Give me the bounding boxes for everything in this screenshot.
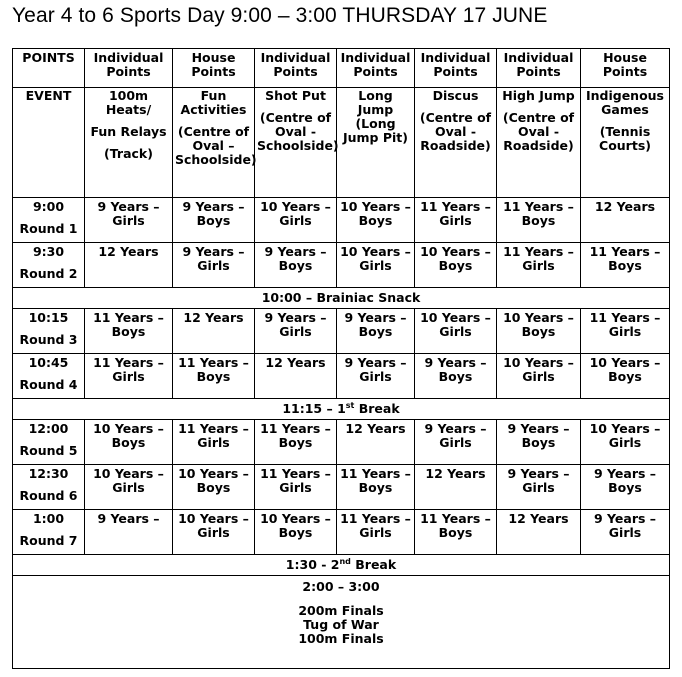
group-label: 10 Years – Boys (420, 244, 491, 273)
round-row (13, 354, 670, 399)
round-time-cell (13, 198, 85, 243)
sports-day-schedule-table (12, 48, 670, 669)
event-line: (Track) (104, 146, 153, 161)
group-cell (337, 510, 415, 555)
group-cell (497, 354, 581, 399)
first-break-time: 11:15 – 1 (282, 401, 346, 416)
finals-item: 100m Finals (298, 631, 384, 646)
group-label: 11 Years – Boys (260, 421, 331, 450)
group-cell (581, 510, 670, 555)
group-label: 10 Years – Girls (420, 310, 491, 339)
group-cell (415, 243, 497, 288)
group-label: 10 Years – Girls (503, 355, 574, 384)
second-break-ordinal: nd (339, 556, 351, 566)
group-label: 11 Years – Boys (503, 199, 574, 228)
group-cell (581, 420, 670, 465)
group-label: 11 Years – Boys (93, 310, 164, 339)
round-label: Round 1 (19, 221, 78, 236)
group-cell (337, 354, 415, 399)
group-cell (85, 354, 173, 399)
group-label: 10 Years – Girls (589, 421, 661, 450)
points-cell (581, 49, 670, 88)
group-label: 10 Years – Boys (589, 355, 661, 384)
group-label: 9 Years – Boys (264, 244, 327, 273)
points-cell (173, 49, 255, 88)
round-time-cell (13, 309, 85, 354)
second-break-row-cell (13, 555, 670, 576)
finals-cell (13, 576, 670, 669)
group-cell (415, 420, 497, 465)
group-label: 11 Years – Girls (260, 466, 331, 495)
group-cell (173, 510, 255, 555)
group-cell (337, 243, 415, 288)
group-cell (415, 510, 497, 555)
group-label: 12 Years (508, 511, 569, 526)
group-cell (255, 510, 337, 555)
first-break-label: Break (354, 401, 400, 416)
group-cell (173, 420, 255, 465)
round-label: Round 7 (19, 533, 78, 548)
event-line: (Tennis Courts) (599, 124, 651, 153)
event-line: (Centre of Oval - Roadside) (502, 110, 575, 153)
group-label: 10 Years – Boys (260, 511, 331, 540)
points-label: POINTS (22, 50, 75, 65)
second-break-label: Break (350, 557, 397, 572)
round-time-cell (13, 243, 85, 288)
group-label: 9 Years – Girls (593, 511, 657, 540)
group-label: 11 Years – Girls (178, 421, 249, 450)
round-time: 9:00 (32, 199, 65, 214)
points-type: Individual Points (340, 50, 411, 79)
event-cell (173, 88, 255, 198)
first-break-ordinal: st (345, 400, 355, 410)
group-cell (85, 420, 173, 465)
group-label: 12 Years (98, 244, 159, 259)
snack-break-label: 10:00 – Brainiac Snack (261, 290, 421, 305)
group-cell (581, 465, 670, 510)
group-label: 10 Years – Boys (93, 421, 164, 450)
event-line: (Centre of Oval - Schoolside) (257, 110, 339, 153)
group-cell (581, 243, 670, 288)
group-cell (415, 198, 497, 243)
group-cell (497, 198, 581, 243)
page-title: Year 4 to 6 Sports Day 9:00 – 3:00 THURSDAY 17 JUNE (12, 4, 548, 27)
group-cell (85, 309, 173, 354)
group-label: 10 Years – Boys (340, 199, 411, 228)
group-label: 12 Years (594, 199, 656, 214)
points-type: Individual Points (420, 50, 491, 79)
group-cell (255, 309, 337, 354)
group-label: 11 Years – Girls (589, 310, 661, 339)
group-label: 9 Years – Boys (182, 199, 245, 228)
group-cell (337, 309, 415, 354)
round-label: Round 5 (19, 443, 78, 458)
second-break-row (13, 555, 670, 576)
group-cell (415, 309, 497, 354)
points-cell (85, 49, 173, 88)
group-label: 12 Years (425, 466, 486, 481)
round-time: 9:30 (32, 244, 65, 259)
points-type: House Points (191, 50, 236, 79)
events-row (13, 88, 670, 198)
group-label: 9 Years – Girls (507, 466, 570, 495)
group-cell (173, 243, 255, 288)
points-type: Individual Points (260, 50, 331, 79)
group-cell (497, 420, 581, 465)
group-cell (255, 465, 337, 510)
round-row (13, 243, 670, 288)
round-time-cell (13, 510, 85, 555)
group-cell (337, 420, 415, 465)
finals-row (13, 576, 670, 669)
round-time: 1:00 (32, 511, 65, 526)
group-cell (173, 309, 255, 354)
first-break-row-cell (13, 399, 670, 420)
event-line: High Jump (502, 88, 575, 103)
round-row (13, 510, 670, 555)
group-label: 11 Years – Boys (340, 466, 411, 495)
event-line: Fun Relays (90, 124, 167, 139)
event-line: Shot Put (265, 88, 326, 103)
event-line: Long Jump (357, 88, 394, 117)
round-time: 12:30 (28, 466, 69, 481)
event-line: (Centre of Oval - Roadside) (419, 110, 492, 153)
event-cell (497, 88, 581, 198)
points-type: House Points (602, 50, 648, 79)
group-label: 11 Years – Girls (503, 244, 574, 273)
group-label: 11 Years – Boys (178, 355, 249, 384)
group-cell (497, 510, 581, 555)
group-label: 9 Years – Girls (424, 421, 487, 450)
group-cell (337, 198, 415, 243)
group-label: 9 Years – Boys (344, 310, 407, 339)
round-row (13, 198, 670, 243)
second-break-time: 1:30 - 2 (285, 557, 340, 572)
group-cell (415, 354, 497, 399)
group-label: 10 Years – Girls (340, 244, 411, 273)
group-cell (415, 465, 497, 510)
points-type: Individual Points (93, 50, 164, 79)
group-cell (255, 243, 337, 288)
group-label: 9 Years – Girls (264, 310, 327, 339)
group-cell (581, 354, 670, 399)
first-break-row (13, 399, 670, 420)
event-line: Discus (432, 88, 479, 103)
group-cell (85, 510, 173, 555)
group-cell (581, 309, 670, 354)
group-cell (581, 198, 670, 243)
finals-time: 2:00 – 3:00 (302, 579, 380, 594)
group-cell (173, 354, 255, 399)
group-cell (255, 198, 337, 243)
group-cell (85, 465, 173, 510)
round-row (13, 465, 670, 510)
group-label: 10 Years – Girls (260, 199, 331, 228)
group-cell (255, 420, 337, 465)
round-label: Round 3 (19, 332, 78, 347)
group-label: 9 Years – Boys (593, 466, 657, 495)
event-cell (85, 88, 173, 198)
event-line: (Long Jump Pit) (342, 116, 408, 145)
group-cell (497, 465, 581, 510)
points-cell (497, 49, 581, 88)
event-line: (Centre of Oval – Schoolside) (175, 124, 257, 167)
event-cell (415, 88, 497, 198)
round-row (13, 420, 670, 465)
points-cell (415, 49, 497, 88)
points-row (13, 49, 670, 88)
group-label: 12 Years (265, 355, 326, 370)
group-label: 9 Years – (97, 511, 160, 526)
points-cell (337, 49, 415, 88)
event-header-cell (13, 88, 85, 198)
group-cell (85, 243, 173, 288)
event-cell (581, 88, 670, 198)
group-label: 9 Years – Girls (97, 199, 160, 228)
group-label: 11 Years – Boys (589, 244, 661, 273)
event-line: Indigenous Games (585, 88, 665, 117)
group-label: 12 Years (345, 421, 406, 436)
round-time-cell (13, 354, 85, 399)
group-label: 11 Years – Girls (420, 199, 491, 228)
group-cell (255, 354, 337, 399)
event-line: 100m Heats/ (105, 88, 152, 117)
group-cell (337, 465, 415, 510)
round-label: Round 2 (19, 266, 78, 281)
points-header-cell (13, 49, 85, 88)
round-time-cell (13, 465, 85, 510)
event-label: EVENT (25, 88, 72, 103)
event-cell (337, 88, 415, 198)
round-time-cell (13, 420, 85, 465)
points-type: Individual Points (503, 50, 574, 79)
group-label: 11 Years – Girls (93, 355, 164, 384)
group-cell (497, 243, 581, 288)
event-line: Fun Activities (180, 88, 247, 117)
group-label: 11 Years – Boys (420, 511, 491, 540)
round-label: Round 6 (19, 488, 78, 503)
group-label: 9 Years – Boys (424, 355, 487, 384)
group-label: 10 Years – Boys (503, 310, 574, 339)
group-cell (173, 198, 255, 243)
round-row (13, 309, 670, 354)
points-cell (255, 49, 337, 88)
finals-item: Tug of War (303, 617, 379, 632)
group-label: 11 Years – Girls (340, 511, 411, 540)
snack-break-row (13, 288, 670, 309)
round-label: Round 4 (19, 377, 78, 392)
group-cell (173, 465, 255, 510)
round-time: 12:00 (28, 421, 69, 436)
group-cell (85, 198, 173, 243)
group-label: 10 Years – Girls (178, 511, 249, 540)
round-time: 10:15 (28, 310, 69, 325)
group-label: 10 Years – Boys (178, 466, 249, 495)
group-label: 10 Years – Girls (93, 466, 164, 495)
group-label: 9 Years – Girls (344, 355, 407, 384)
group-label: 9 Years – Boys (507, 421, 570, 450)
group-label: 9 Years – Girls (182, 244, 245, 273)
snack-break-row-cell (13, 288, 670, 309)
group-cell (497, 309, 581, 354)
group-label: 12 Years (183, 310, 244, 325)
round-time: 10:45 (28, 355, 69, 370)
finals-item: 200m Finals (298, 603, 384, 618)
event-cell (255, 88, 337, 198)
